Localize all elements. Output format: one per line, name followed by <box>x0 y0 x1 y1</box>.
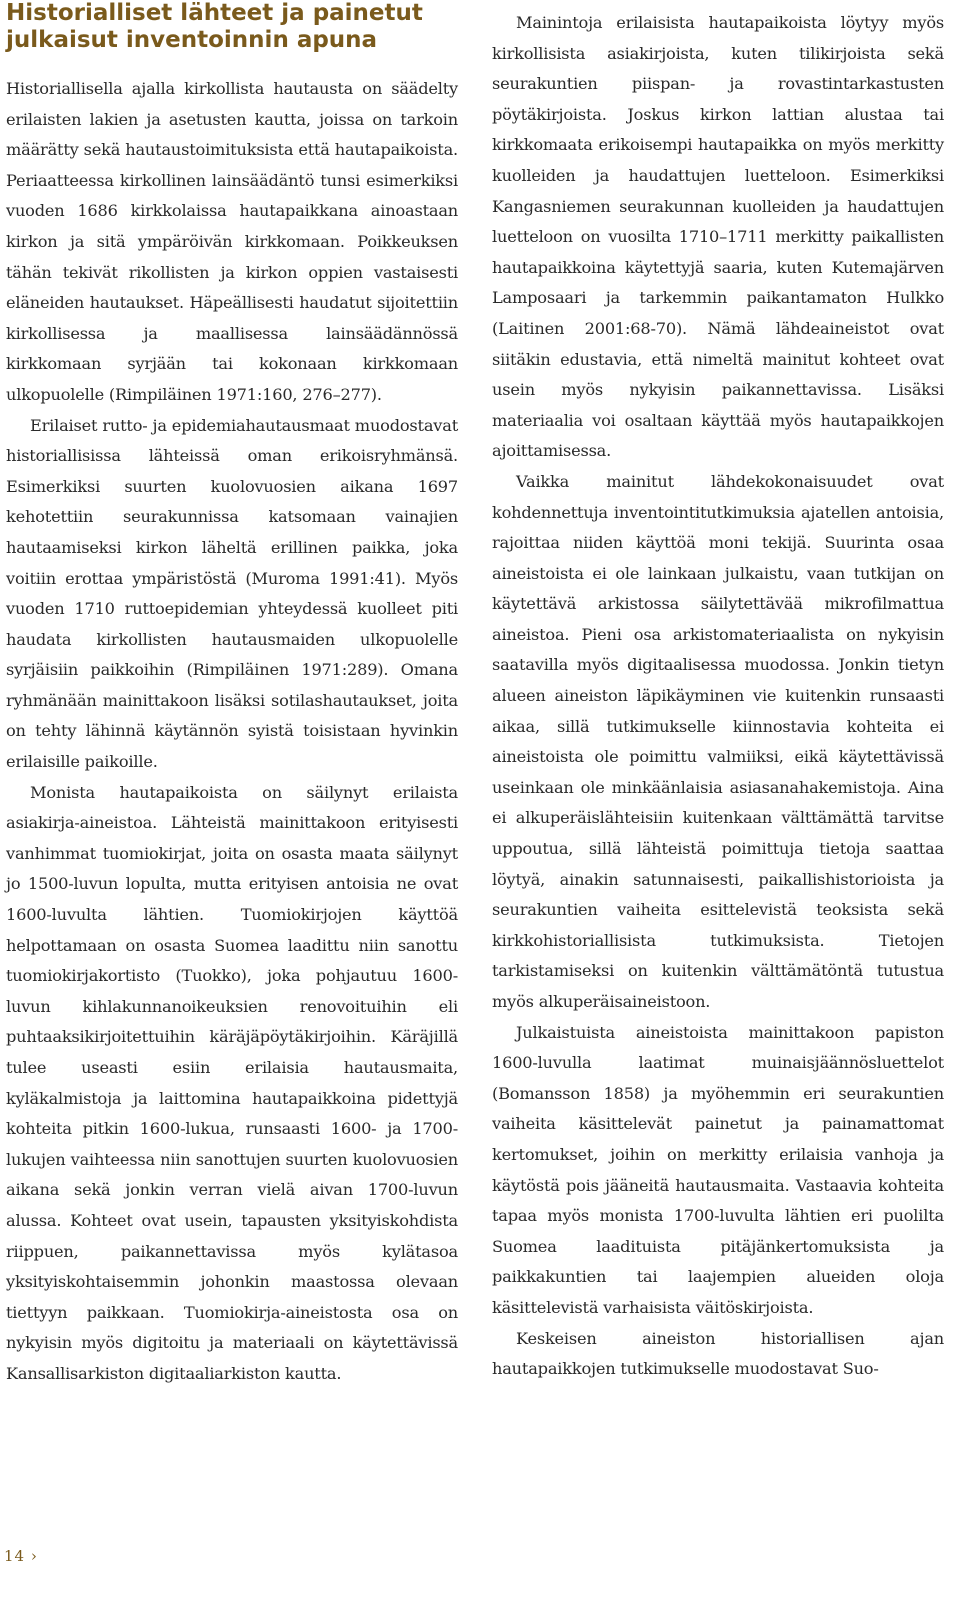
paragraph: Keskeisen aineiston historiallisen ajan hautapaikkojen tutkimukselle muodostavat Suo- <box>492 1328 944 1379</box>
page-number: 14 › <box>4 1547 38 1565</box>
paragraph: Erilaiset rutto- ja epidemiahautausmaat muodostavat historiallisissa lähteissä oman erikoisryhmänsä. Esimerkiksi suurten kuolovuosien aikana 1697 kehotettiin seurakunnissa katsomaan vainajien hautaamiseksi kirkon läheltä erillinen paikka, joka voitiin erottaa ympäristöstä (Muroma 1991:41). Myös vuoden 1710 ruttoepidemian yhteydessä kuolleet piti haudata kirkollisten hautausmaiden ulkopuolelle syrjäisiin paikkoihin (Rimpiläinen 1971:289). Omana ryhmänään mainittakoon lisäksi sotilashautaukset, joita on tehty lähinnä käytännön syistä toisistaan hyvinkin erilaisille paikoille. <box>6 415 458 772</box>
paragraph: Vaikka mainitut lähdekokonaisuudet ovat kohdennettuja inventointitutkimuksia ajatellen antoisia, rajoittaa niiden käyttöä moni tekijä. Suurinta osaa aineistoista ei ole lainkaan julkaistu, vaan tutkijan on käytettävä arkistossa säilytettävää mikrofilmattua aineistoa. Pieni osa arkistomateriaalista on nykyisin saatavilla myös digitaalisessa muodossa. Jonkin tietyn alueen aineiston läpikäyminen vie kuitenkin runsaasti aikaa, sillä tutkimukselle kiinnostavia kohteita ei aineistoista ole poimittu valmiiksi, eikä käytettävissä useinkaan ole minkäänlaisia asiasanahakemistoja. Aina ei alkuperäislähteisiin kuitenkaan välttämättä tarvitse uppoutua, sillä lähteistä poimittuja tietoja saattaa löytyä, ainakin satunnaisesti, paikallishistorioista ja seurakuntien vaiheita esittelevistä teoksista sekä kirkkohistoriallisista tutkimuksista. Tietojen tarkistamiseksi on kuitenkin välttämätöntä tutustua myös alkuperäisaineistoon. <box>492 471 944 1011</box>
section-heading: Historialliset lähteet ja painetut julkaisut inventoinnin apuna <box>6 0 423 53</box>
paragraph: Mainintoja erilaisista hautapaikoista löytyy myös kirkollisista asiakirjoista, kuten tilikirjoista sekä seurakuntien piispan- ja rovastintarkastusten pöytäkirjoista. Joskus kirkon lattian alustaa tai kirkkomaata erikoisempi hautapaikka on myös merkitty kuolleiden ja haudattujen luetteloon. Esimerkiksi Kangasniemen seurakunnan kuolleiden ja haudattujen luetteloon on vuosilta 1710–1711 merkitty paikallisten hautapaikkoina käytettyjä saaria, kuten Kutemajärven Lamposaari ja tarkemmin paikantamaton Hulkko (Laitinen 2001:68-70). Nämä lähdeaineistot ovat siitäkin edustavia, että nimeltä mainitut kohteet ovat usein myös nykyisin paikannettavissa. Lisäksi materiaalia voi osaltaan käyttää myös hautapaikkojen ajoittamisessa. <box>492 13 944 461</box>
paragraph: Monista hautapaikoista on säilynyt erilaista asiakirja-aineistoa. Lähteistä mainittakoon erityisesti vanhimmat tuomiokirjat, joita on osasta maata säilynyt jo 1500-luvun lopulta, mutta erityisen antoisia ne ovat 1600-luvulta lähtien. Tuomiokirjojen käyttöä helpottamaan on osasta Suomea laadittu niin sanottu tuomiokirjakortisto (Tuokko), joka pohjautuu 1600-luvun kihlakunnanoikeuksien renovoituihin eli puhtaaksikirjoitettuihin käräjäpöytäkirjoihin. Käräjillä tulee useasti esiin erilaisia hautausmaita, kyläkalmistoja ja laittomina hautapaikkoina pidettyjä kohteita pitkin 1600-lukua, runsaasti 1600- ja 1700-lukujen vaihteessa niin sanottujen suurten kuolovuosien aikana sekä jonkin verran vielä aivan 1700-luvun alussa. Kohteet ovat usein, tapausten yksityiskohdista riippuen, paikannettavissa myös kylätasoa yksityiskohtaisemmin johonkin maastossa olevaan tiettyyn paikkaan. Tuomiokirja-aineistosta osa on nykyisin myös digitoitu ja materiaali on käytettävissä Kansallisarkiston digitaaliarkiston kautta. <box>6 782 458 1383</box>
left-column <box>6 0 458 1390</box>
paragraph: Historiallisella ajalla kirkollista hautausta on säädelty erilaisten lakien ja asetusten kautta, joissa on tarkoin määrätty sekä hautaustoimituksista että hautapaikoista. Periaatteessa kirkollinen lainsäädäntö tunsi esimerkiksi vuoden 1686 kirkkolaissa hautapaikkana ainoastaan kirkon ja sitä ympäröivän kirkkomaan. Poikkeuksen tähän tekivät rikollisten ja kirkon oppien vastaisesti eläneiden hautaukset. Häpeällisesti haudatut sijoitettiin kirkollisessa ja maallisessa lainsäädännössä kirkkomaan syrjään tai kokonaan kirkkomaan ulkopuolelle (Rimpiläinen 1971:160, 276–277). <box>6 79 458 404</box>
paragraph: Julkaistuista aineistoista mainittakoon papiston 1600-luvulla laatimat muinaisjäännösluettelot (Bomansson 1858) ja myöhemmin eri seurakuntien vaiheita käsittelevät painetut ja painamattomat kertomukset, joihin on merkitty erilaisia vanhoja ja käytöstä pois jääneitä hautausmaita. Vastaavia kohteita tapaa myös monista 1700-luvulta lähtien eri puolilta Suomea laadituista pitäjänkertomuksista ja paikkakuntien tai laajempien alueiden oloja käsittelevistä varhaisista väitöskirjoista. <box>492 1022 944 1317</box>
right-column <box>492 0 944 1385</box>
